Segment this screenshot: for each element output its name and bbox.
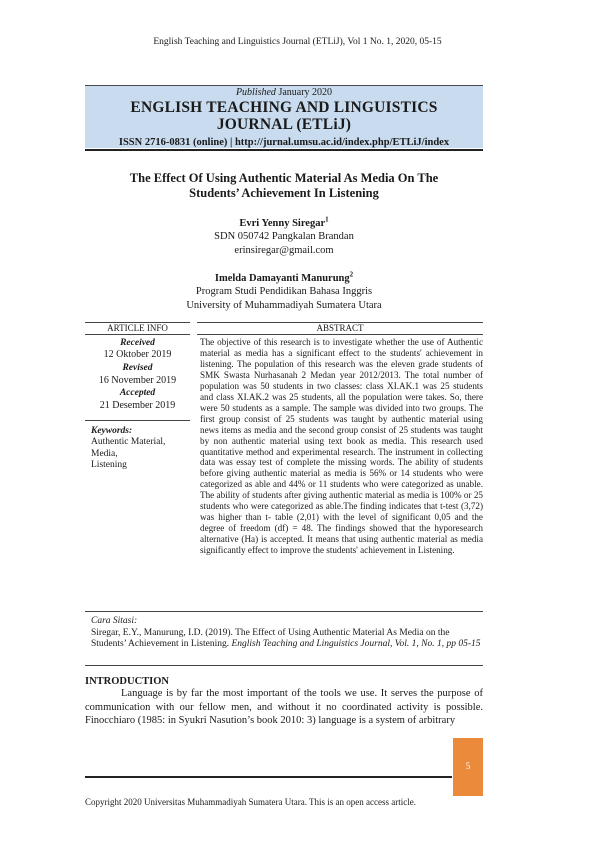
copyright-notice: Copyright 2020 Universitas Muhammadiyah Sumatera Utara. This is an open access article. — [85, 797, 417, 807]
article-title — [85, 171, 483, 201]
citation-top-rule — [85, 611, 483, 612]
published-line — [85, 87, 483, 98]
author-2-university: University of Muhammadiyah Sumatera Utara — [186, 299, 382, 311]
article-info-heading: ARTICLE INFO — [107, 323, 168, 333]
abstract-heading: ABSTRACT — [316, 323, 364, 333]
keyword-item: Listening — [91, 460, 127, 470]
keywords-rule — [85, 420, 190, 421]
abstract-header-rule — [197, 334, 483, 335]
introduction-heading: INTRODUCTION — [85, 676, 170, 687]
running-header: English Teaching and Linguistics Journal (ETLiJ), Vol 1 No. 1, 2020, 05-15 — [153, 37, 442, 47]
abstract-text: The objective of this research is to investigate whether the use of Authentic material as media has a significant effect to the students' achievement in listening. The population of this research was the eleven grade students of SMK Swasta Nurhasanah 2 Medan year 2012/2013. The total number of population was 50 students in two classes: class XI.AK.1 was 25 students and class XI.AK.2 was 25 students, all the population were takes. So, there were 50 students as a sample. The sample was divided into two groups. The first group consist of 25 students was taught by authentic material using news items as media and the second group consist of 25 students was taught by non authentic material using text book as media. This research used quantitative method and experimental research. The instrument in collecting data was essay test of complete the missing words. The ability of students before giving authentic material as media is 56% or 14 students who were categorized as able and 44% or 11 students who were categorized as unable. The ability of students after giving authentic material as media is 100% or 25 students who were categorized as able.The finding indicates that t-test (3,72) was higher than t- table (2,01) with the level of significant 0,05 and the degree of freedom (df) = 48. The findings showed that the hyporesearch alternative (Ha) is accepted. It means that using authentic material as media significantly effect to improve the students' achievement in Listening. — [200, 337, 483, 556]
received-date: 12 Oktober 2019 — [103, 349, 172, 360]
revised-date: 16 November 2019 — [98, 375, 177, 386]
published-label: Published — [235, 87, 276, 98]
keywords-list — [91, 437, 191, 472]
journal-name — [85, 99, 483, 133]
citation-bottom-rule — [85, 665, 483, 666]
footer-rule — [85, 776, 452, 778]
author-1 — [85, 213, 483, 257]
citation-label: Cara Sitasi: — [91, 616, 138, 626]
revised-label: Revised — [122, 363, 153, 373]
banner-bottom-rule — [85, 149, 483, 151]
citation-text — [91, 628, 483, 651]
citation-plain: Siregar, E.Y., Manurung, I.D. (2019). The Effect of Using Authentic Material As Media on the Students’ Achievement in Listening. — [91, 628, 450, 650]
journal-name-line1: ENGLISH TEACHING AND LINGUISTICS — [130, 99, 438, 116]
received-label: Received — [120, 338, 155, 348]
author-2-program: Program Studi Pendidikan Bahasa Inggris — [195, 286, 373, 297]
page-number: 5 — [465, 761, 471, 771]
published-date: January 2020 — [278, 87, 333, 98]
author-2-name: Imelda Damayanti Manurung$^2$ — [214, 270, 354, 284]
article-title-line1: The Effect Of Using Authentic Material As Media On The — [129, 171, 439, 185]
author-1-email[interactable]: erinsiregar@gmail.com — [234, 244, 334, 256]
citation-journal: English Teaching and Linguistics Journal, Vol. 1, No. 1, pp 05-15 — [231, 639, 481, 650]
author-2 — [85, 268, 483, 312]
issn-line[interactable]: ISSN 2716-0831 (online) | http://jurnal.umsu.ac.id/index.php/ETLiJ/index — [118, 137, 450, 148]
accepted-date: 21 Desember 2019 — [99, 400, 176, 411]
author-1-name: Evri Yenny Siregar$^1$ — [239, 215, 329, 229]
accepted-label: Accepted — [119, 388, 156, 398]
keyword-item: Media, — [91, 448, 118, 459]
article-info-header-rule — [85, 334, 190, 335]
journal-name-line2: JOURNAL (ETLiJ) — [216, 116, 352, 133]
keyword-item: Authentic Material, — [91, 437, 166, 447]
introduction-text: Language is by far the most important of the tools we use. It serves the purpose of communication with our fellow men, and without it no coordinated activity is possible. Finocchiaro (1985: in Syukri Nasution’s book 2010: 3) language is a system of arbitrary — [85, 688, 483, 726]
keywords-label: Keywords: — [91, 426, 133, 436]
article-title-line2: Students’ Achievement In Listening — [189, 186, 379, 200]
author-1-affiliation: SDN 050742 Pangkalan Brandan — [214, 231, 354, 242]
